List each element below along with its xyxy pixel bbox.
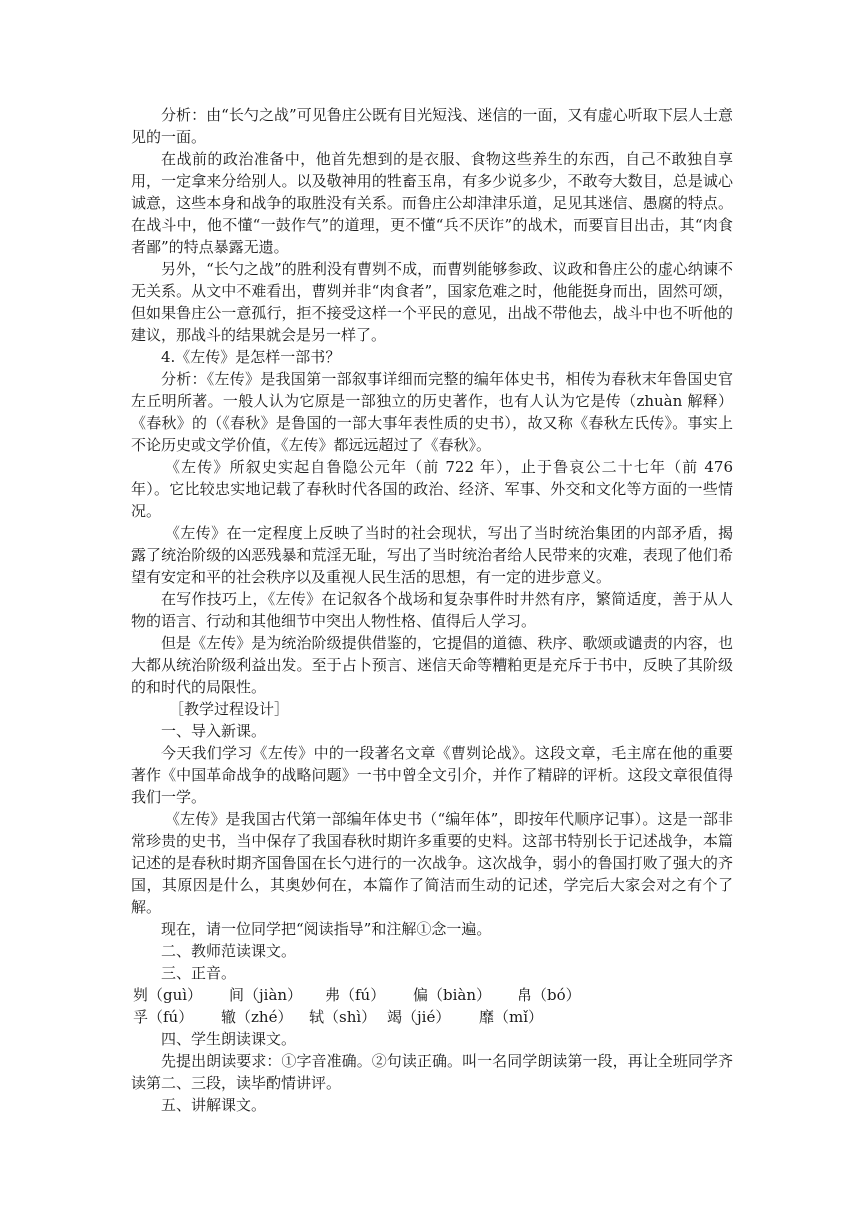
paragraph-analysis-zuozhuan: 分析：《左传》是我国第一部叙事详细而完整的编年体史书，相传为春秋末年鲁国史官左丘明所著。一般人认为它原是一部独立的历史著作，也有人认为它是传（zhuàn 解释）《春秋》的（《春秋》是鲁国的一部大事年表性质的史书），故又称《春秋左氏传》。事实上不论历史或文学价值，《左传》都远远超过了《春秋》。 bbox=[131, 370, 733, 454]
section-teaching-design: ［教学过程设计］ bbox=[169, 700, 290, 718]
pron-item: 帛（bó） bbox=[517, 986, 581, 1004]
document-page bbox=[131, 104, 733, 1116]
pron-item: 靡（mǐ） bbox=[479, 1008, 544, 1026]
paragraph-prewar: 在战前的政治准备中，他首先想到的是衣服、食物这些养生的东西，自己不敢独自享用，一定拿来分给别人。以及敬神用的牲畜玉帛，有多少说多少，不敢夸大数目，总是诚心诚意，这些本身和战争的取胜没有关系。而鲁庄公却津津乐道，足见其迷信、愚腐的特点。在战斗中，他不懂“一鼓作气”的道理，更不懂“兵不厌诈”的战术，而要盲目出击，其“肉食者鄙”的特点暴露无遗。 bbox=[131, 150, 733, 256]
paragraph-zuozhuan-intro: 《左传》是我国古代第一部编年体史书（“编年体”，即按年代顺序记事）。这是一部非常珍贵的史书，当中保存了我国春秋时期许多重要的史料。这部书特别长于记述战争，本篇记述的是春秋时期齐国鲁国在长勺进行的一次战争。这次战争，弱小的鲁国打败了强大的齐国，其原因是什么，其奥妙何在，本篇作了简洁而生动的记述，学完后大家会对之有个了解。 bbox=[131, 810, 733, 916]
paragraph-writing-technique: 在写作技巧上，《左传》在记叙各个战场和复杂事件时井然有序，繁简适度，善于从人物的语言、行动和其他细节中突出人物性格、值得后人学习。 bbox=[131, 590, 733, 630]
paragraph-limitations: 但是《左传》是为统治阶级提供借鉴的，它提倡的道德、秩序、歌颂或谴责的内容，也大都从统治阶级利益出发。至于占卜预言、迷信天命等糟粕更是充斥于书中，反映了其阶级的和时代的局限性。 bbox=[131, 634, 733, 696]
step-5-heading: 五、讲解课文。 bbox=[161, 1096, 267, 1114]
paragraph-reading-requirements: 先提出朗读要求：①字音准确。②句读正确。叫一名同学朗读第一段，再让全班同学齐读第二、三段，读毕酌情讲评。 bbox=[131, 1052, 733, 1092]
step-2-heading: 二、教师范读课文。 bbox=[161, 942, 297, 960]
paragraph-history-range: 《左传》所叙史实起自鲁隐公元年（前 722 年），止于鲁哀公二十七年（前 476 年）。它比较忠实地记载了春秋时代各国的政治、经济、军事、外交和文化等方面的一些情况。 bbox=[131, 458, 733, 520]
paragraph-read-guide: 现在，请一位同学把“阅读指导”和注解①念一遍。 bbox=[161, 920, 492, 938]
pron-item: 偏（biàn） bbox=[413, 986, 492, 1004]
paragraph-intro-lesson: 今天我们学习《左传》中的一段著名文章《曹刿论战》。这段文章，毛主席在他的重要著作《中国革命战争的战略问题》一书中曾全文引介，并作了精辟的评析。这段文章很值得我们一学。 bbox=[131, 744, 733, 806]
paragraph-analysis-1: 分析：由“长勺之战”可见鲁庄公既有目光短浅、迷信的一面，又有虚心听取下层人士意见的一面。 bbox=[131, 106, 733, 146]
pronunciation-row-1 bbox=[131, 984, 733, 1006]
pronunciation-row-2 bbox=[131, 1006, 733, 1028]
pron-item: 间（jiàn） bbox=[229, 986, 303, 1004]
step-1-heading: 一、导入新课。 bbox=[161, 722, 267, 740]
step-4-heading: 四、学生朗读课文。 bbox=[161, 1030, 297, 1048]
pron-item: 刿（guì） bbox=[133, 986, 203, 1004]
step-3-heading: 三、正音。 bbox=[161, 964, 237, 982]
pron-item: 轼（shì） bbox=[309, 1008, 377, 1026]
paragraph-victory: 另外，“长勺之战”的胜利没有曹刿不成，而曹刿能够参政、议政和鲁庄公的虚心纳谏不无关系。从文中不难看出，曹刿并非“肉食者”，国家危难之时，他能挺身而出，固然可颂，但如果鲁庄公一意孤行，拒不接受这样一个平民的意见，出战不带他去，战斗中也不听他的建议，那战斗的结果就会是另一样了。 bbox=[131, 260, 733, 344]
paragraph-social-reflection: 《左传》在一定程度上反映了当时的社会现状，写出了当时统治集团的内部矛盾，揭露了统治阶级的凶恶残暴和荒淫无耻，写出了当时统治者给人民带来的灾难，表现了他们希望有安定和平的社会秩序以及重视人民生活的思想，有一定的进步意义。 bbox=[131, 524, 733, 586]
pron-item: 竭（jié） bbox=[387, 1008, 451, 1026]
pron-item: 孚（fú） bbox=[133, 1008, 194, 1026]
question-4: 4.《左传》是怎样一部书？ bbox=[161, 348, 341, 366]
pron-item: 辙（zhé） bbox=[221, 1008, 293, 1026]
pron-item: 弗（fú） bbox=[325, 986, 386, 1004]
